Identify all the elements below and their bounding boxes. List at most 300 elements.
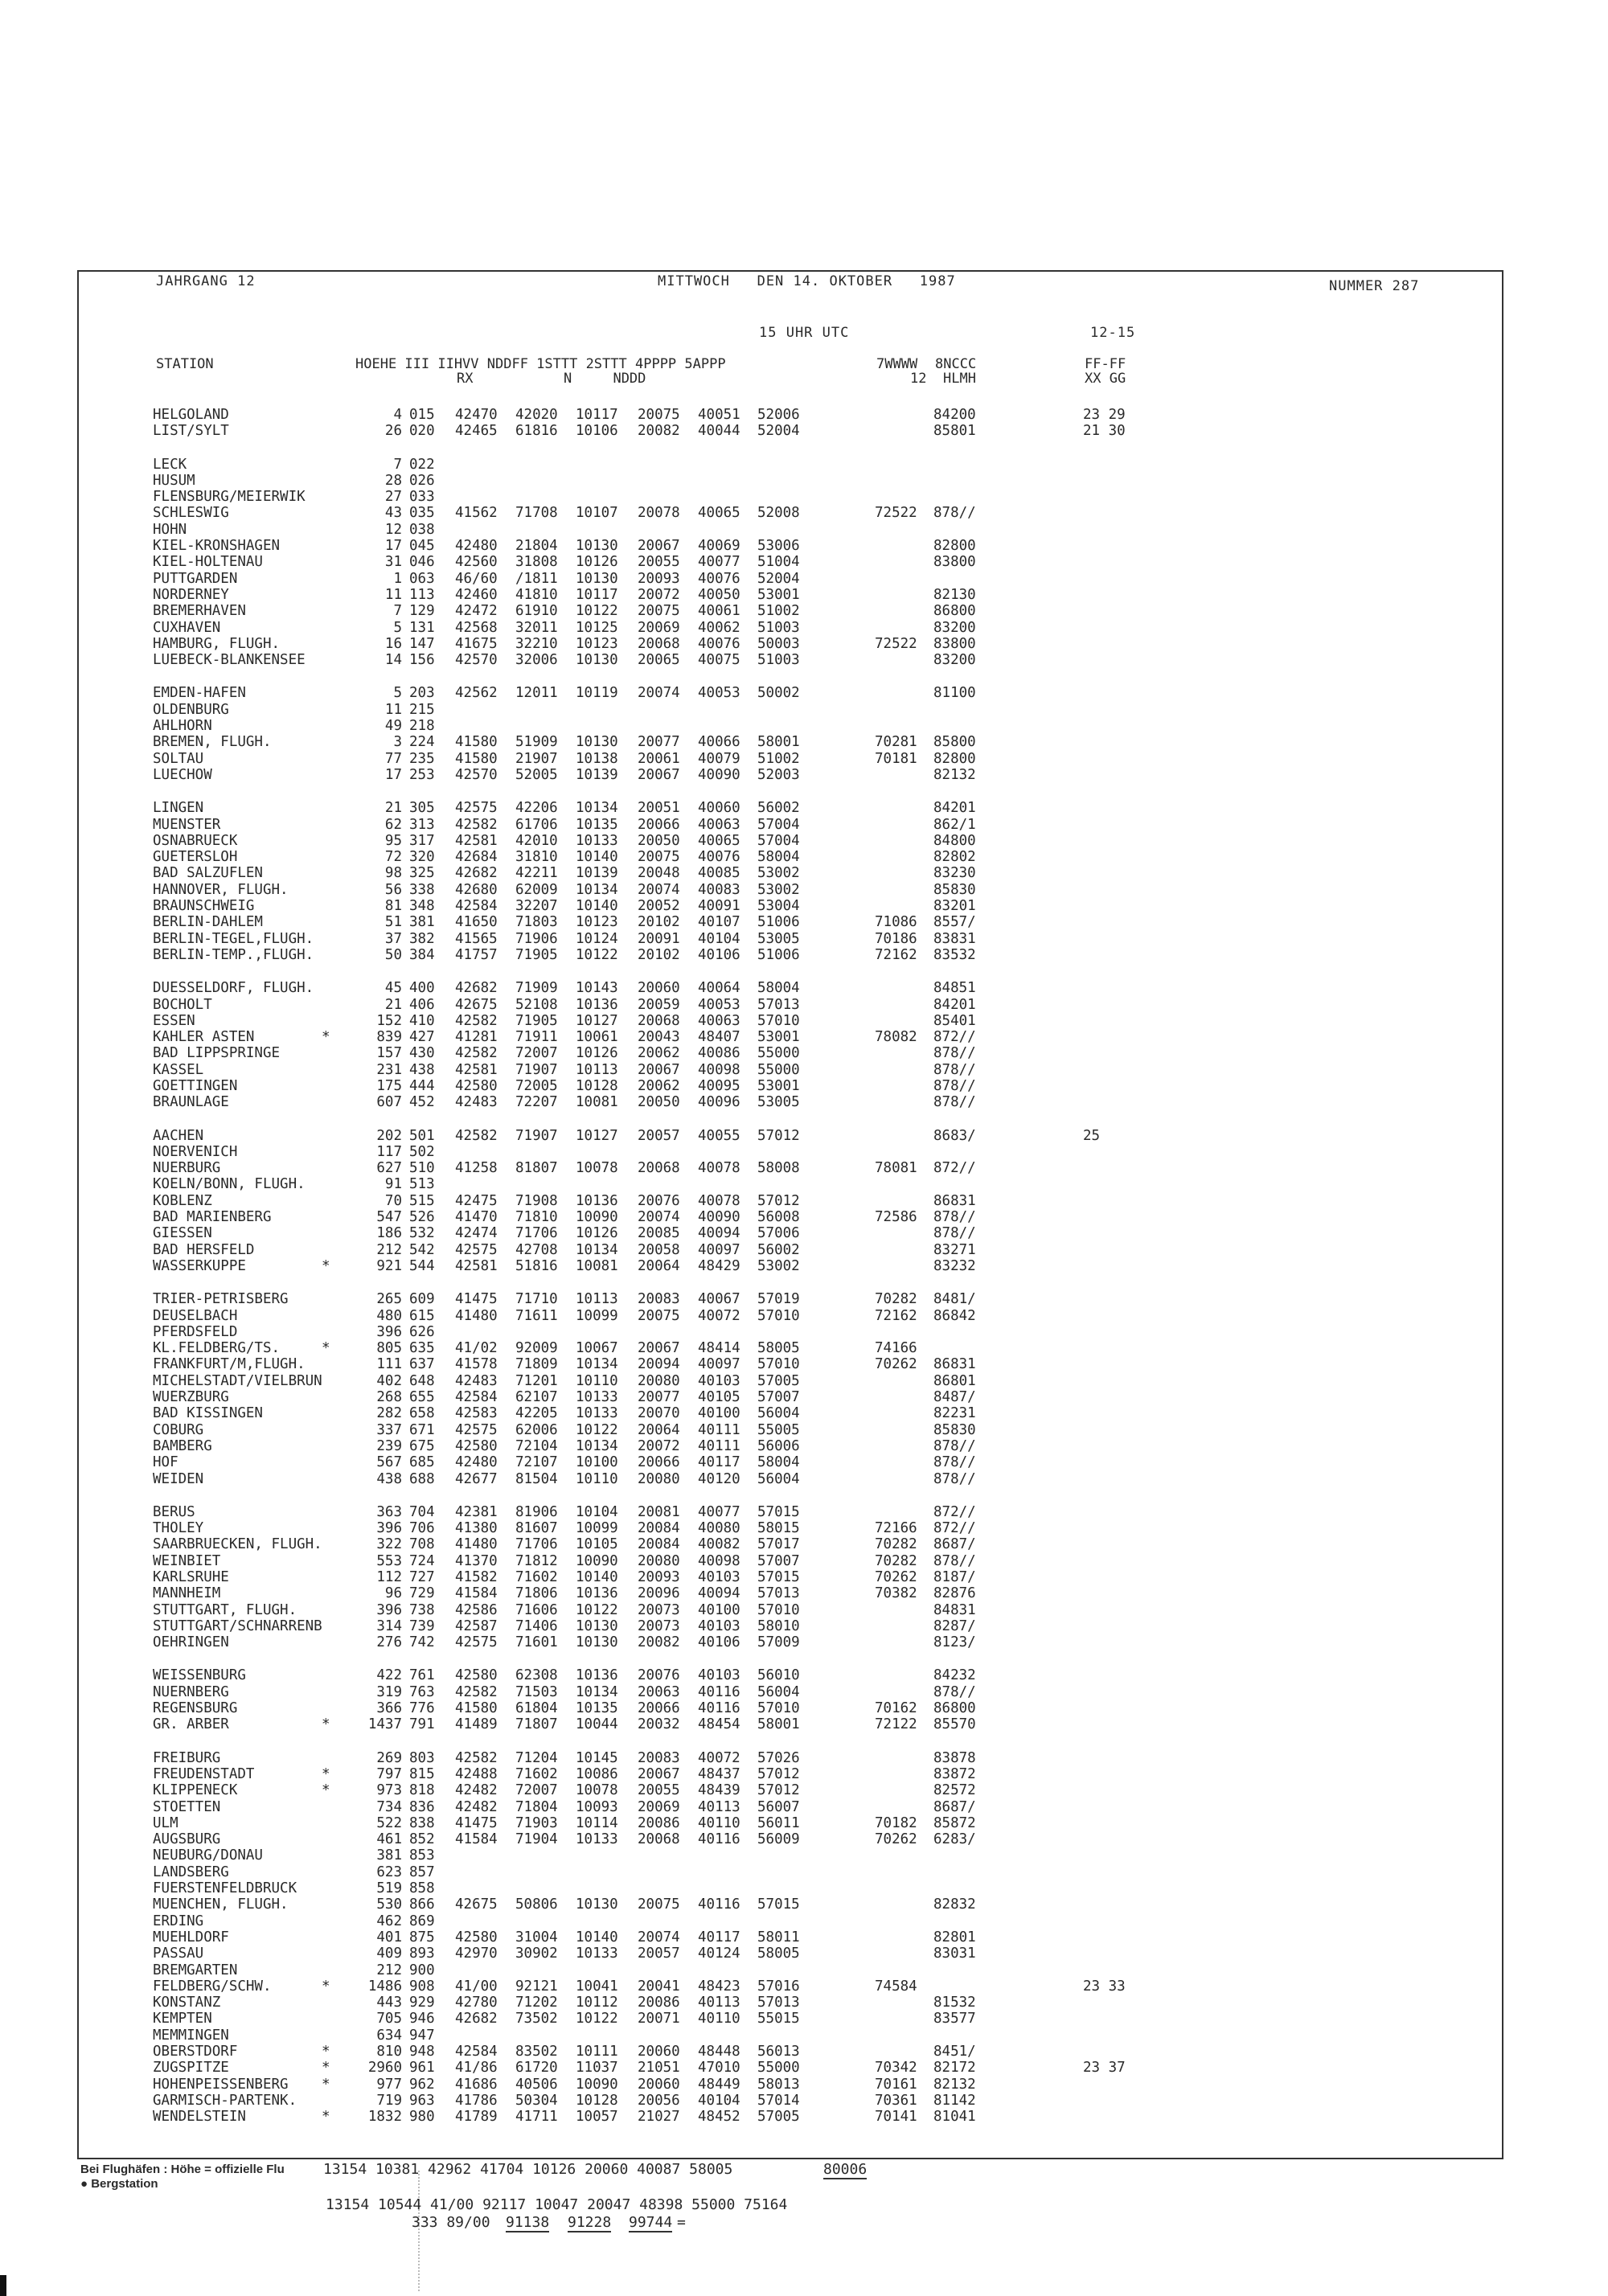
table-row bbox=[0, 1094, 1608, 1110]
group-1sttt: 10126 bbox=[576, 1225, 618, 1242]
station-name: GR. ARBER bbox=[153, 1716, 229, 1733]
column-station: STATION bbox=[156, 356, 214, 372]
group-5appp: 58005 bbox=[757, 1340, 800, 1357]
table-row bbox=[0, 800, 1608, 816]
group-5appp: 57012 bbox=[757, 1782, 800, 1799]
group-1sttt: 10119 bbox=[576, 685, 618, 702]
extra-code-line-3a: 333 89/00 bbox=[412, 2214, 490, 2231]
group-5appp: 56004 bbox=[757, 1683, 800, 1700]
group-2sttt: 20081 bbox=[638, 1503, 680, 1520]
group-5appp: 51002 bbox=[757, 750, 800, 767]
group-1sttt: 10133 bbox=[576, 832, 618, 849]
station-name: SCHLESWIG bbox=[153, 505, 229, 522]
group-4pppp: 40111 bbox=[698, 1437, 740, 1454]
group-nddff: 71905 bbox=[515, 946, 558, 963]
station-name: CUXHAVEN bbox=[153, 619, 221, 636]
group-nddff: 71706 bbox=[515, 1225, 558, 1242]
table-row bbox=[0, 1045, 1608, 1061]
group-5appp: 53006 bbox=[757, 538, 800, 555]
table-row bbox=[0, 538, 1608, 554]
table-row bbox=[0, 1013, 1608, 1029]
station-index: 635 bbox=[409, 1340, 435, 1357]
group-8nccc: 85401 bbox=[933, 1012, 976, 1029]
group-2sttt: 20075 bbox=[638, 1896, 680, 1913]
station-name: DEUSELBACH bbox=[153, 1307, 238, 1324]
group-iihvv: 42475 bbox=[455, 1192, 498, 1209]
group-nddff: 32011 bbox=[515, 619, 558, 636]
station-index: 427 bbox=[409, 1029, 435, 1046]
station-index: 738 bbox=[409, 1601, 435, 1618]
group-4pppp: 40077 bbox=[698, 554, 740, 571]
station-height: 51 bbox=[384, 914, 402, 931]
group-8nccc: 86800 bbox=[933, 603, 976, 620]
group-2sttt: 20066 bbox=[638, 1700, 680, 1717]
group-nddff: 32210 bbox=[515, 635, 558, 652]
station-height: 12 bbox=[384, 521, 402, 538]
group-8nccc: 85872 bbox=[933, 1814, 976, 1831]
table-row bbox=[0, 767, 1608, 783]
table-row bbox=[0, 1864, 1608, 1880]
group-iihvv: 42583 bbox=[455, 1405, 498, 1422]
group-iihvv: 41475 bbox=[455, 1814, 498, 1831]
group-8nccc: 85800 bbox=[933, 734, 976, 751]
group-4pppp: 40085 bbox=[698, 865, 740, 882]
table-row bbox=[0, 1062, 1608, 1078]
group-1sttt: 10113 bbox=[576, 1061, 618, 1078]
station-index: 113 bbox=[409, 586, 435, 603]
station-name: FREIBURG bbox=[153, 1749, 221, 1766]
table-row bbox=[0, 997, 1608, 1013]
group-8nccc: 86831 bbox=[933, 1356, 976, 1373]
group-iihvv: 42582 bbox=[455, 1749, 498, 1766]
table-row bbox=[0, 1995, 1608, 2011]
station-height: 5 bbox=[393, 619, 402, 636]
table-row bbox=[0, 1225, 1608, 1241]
station-height: 265 bbox=[376, 1291, 402, 1308]
group-2sttt: 20067 bbox=[638, 1340, 680, 1357]
station-index: 325 bbox=[409, 865, 435, 882]
group-5appp: 57010 bbox=[757, 1601, 800, 1618]
station-index: 791 bbox=[409, 1716, 435, 1733]
group-7wwww: 70342 bbox=[875, 2060, 917, 2077]
station-index: 838 bbox=[409, 1814, 435, 1831]
extra-code-line-2: 13154 10544 41/00 92117 10047 20047 48398 55000 75164 bbox=[326, 2196, 788, 2213]
station-name: HOF bbox=[153, 1454, 178, 1471]
group-4pppp: 40067 bbox=[698, 1291, 740, 1308]
group-4pppp: 40051 bbox=[698, 407, 740, 423]
group-nddff: 62006 bbox=[515, 1421, 558, 1438]
group-5appp: 56013 bbox=[757, 2044, 800, 2060]
group-1sttt: 10081 bbox=[576, 1257, 618, 1274]
station-index: 685 bbox=[409, 1454, 435, 1471]
table-row bbox=[0, 522, 1608, 538]
group-1sttt: 10122 bbox=[576, 1421, 618, 1438]
group-8nccc: 878// bbox=[933, 1045, 976, 1062]
group-2sttt: 20072 bbox=[638, 586, 680, 603]
station-height: 7 bbox=[393, 456, 402, 473]
table-row bbox=[0, 865, 1608, 881]
group-5appp: 56009 bbox=[757, 1831, 800, 1848]
group-nddff: 50304 bbox=[515, 2092, 558, 2109]
station-index: 708 bbox=[409, 1536, 435, 1553]
group-7wwww: 70282 bbox=[875, 1552, 917, 1569]
station-index: 046 bbox=[409, 554, 435, 571]
station-height: 28 bbox=[384, 472, 402, 489]
group-2sttt: 20080 bbox=[638, 1372, 680, 1389]
column-7wwww-sub: 12 bbox=[910, 371, 927, 387]
group-5appp: 56004 bbox=[757, 1405, 800, 1422]
group-4pppp: 40086 bbox=[698, 1045, 740, 1062]
station-height: 269 bbox=[376, 1749, 402, 1766]
group-1sttt: 10134 bbox=[576, 881, 618, 898]
station-index: 815 bbox=[409, 1765, 435, 1782]
group-iihvv: 41/00 bbox=[455, 1978, 498, 1995]
station-block bbox=[0, 407, 1608, 440]
group-8nccc: 82132 bbox=[933, 766, 976, 783]
group-iihvv: 41650 bbox=[455, 914, 498, 931]
station-name: HELGOLAND bbox=[153, 407, 229, 423]
group-8nccc: 8451/ bbox=[933, 2044, 976, 2060]
station-index: 658 bbox=[409, 1405, 435, 1422]
group-4pppp: 40116 bbox=[698, 1831, 740, 1848]
extra-code-line-3d: 99744 bbox=[629, 2214, 673, 2231]
station-index: 857 bbox=[409, 1863, 435, 1880]
station-height: 921 bbox=[376, 1257, 402, 1274]
group-8nccc: 83878 bbox=[933, 1749, 976, 1766]
group-1sttt: 10086 bbox=[576, 1765, 618, 1782]
station-block bbox=[0, 1128, 1608, 1275]
group-nddff: 12011 bbox=[515, 685, 558, 702]
station-height: 70 bbox=[384, 1192, 402, 1209]
station-name: KONSTANZ bbox=[153, 1995, 221, 2011]
group-1sttt: 10127 bbox=[576, 1127, 618, 1144]
group-8nccc: 83031 bbox=[933, 1945, 976, 1962]
station-name: MUENSTER bbox=[153, 816, 221, 833]
group-1sttt: 10124 bbox=[576, 930, 618, 947]
bergstation-marker: * bbox=[322, 2060, 330, 2077]
group-5appp: 53002 bbox=[757, 881, 800, 898]
group-nddff: 42211 bbox=[515, 865, 558, 882]
group-nddff: 71204 bbox=[515, 1749, 558, 1766]
station-index: 729 bbox=[409, 1585, 435, 1602]
group-4pppp: 40060 bbox=[698, 800, 740, 817]
group-1sttt: 10133 bbox=[576, 1405, 618, 1422]
station-index: 853 bbox=[409, 1847, 435, 1864]
table-row bbox=[0, 1962, 1608, 1978]
station-name: EMDEN-HAFEN bbox=[153, 685, 246, 702]
group-1sttt: 10123 bbox=[576, 635, 618, 652]
table-row bbox=[0, 1373, 1608, 1389]
group-4pppp: 40100 bbox=[698, 1405, 740, 1422]
group-iihvv: 42682 bbox=[455, 865, 498, 882]
group-8nccc: 82800 bbox=[933, 750, 976, 767]
table-row bbox=[0, 1782, 1608, 1798]
station-name: BERLIN-DAHLEM bbox=[153, 914, 263, 931]
station-name: HANNOVER, FLUGH. bbox=[153, 881, 289, 898]
group-5appp: 56002 bbox=[757, 800, 800, 817]
group-ff: 23 37 bbox=[1083, 2060, 1126, 2077]
station-index: 348 bbox=[409, 898, 435, 915]
group-1sttt: 10136 bbox=[576, 1667, 618, 1684]
station-name: BAD MARIENBERG bbox=[153, 1209, 272, 1226]
station-index: 929 bbox=[409, 1995, 435, 2011]
group-2sttt: 20067 bbox=[638, 766, 680, 783]
group-nddff: 52005 bbox=[515, 766, 558, 783]
table-row bbox=[0, 1258, 1608, 1274]
group-2sttt: 20057 bbox=[638, 1945, 680, 1962]
station-index: 026 bbox=[409, 472, 435, 489]
station-index: 406 bbox=[409, 996, 435, 1013]
group-5appp: 57015 bbox=[757, 1896, 800, 1913]
station-name: KL.FELDBERG/TS. bbox=[153, 1340, 281, 1357]
group-nddff: 72007 bbox=[515, 1782, 558, 1799]
group-5appp: 53001 bbox=[757, 1029, 800, 1046]
group-5appp: 57012 bbox=[757, 1127, 800, 1144]
group-iihvv: 42570 bbox=[455, 766, 498, 783]
station-height: 95 bbox=[384, 832, 402, 849]
group-1sttt: 10078 bbox=[576, 1160, 618, 1177]
group-1sttt: 10105 bbox=[576, 1536, 618, 1553]
table-row bbox=[0, 1324, 1608, 1340]
table-row bbox=[0, 1389, 1608, 1405]
group-4pppp: 40072 bbox=[698, 1307, 740, 1324]
group-2sttt: 20074 bbox=[638, 685, 680, 702]
group-8nccc: 81100 bbox=[933, 685, 976, 702]
group-8nccc: 872// bbox=[933, 1520, 976, 1537]
station-index: 609 bbox=[409, 1291, 435, 1308]
group-7wwww: 72586 bbox=[875, 1209, 917, 1226]
column-8nccc-sub: HLMH bbox=[943, 371, 976, 387]
column-codes: HOEHE III IIHVV NDDFF 1STTT 2STTT 4PPPP 5APPP bbox=[355, 356, 726, 372]
group-5appp: 58004 bbox=[757, 849, 800, 866]
table-row bbox=[0, 2109, 1608, 2125]
group-8nccc: 83271 bbox=[933, 1241, 976, 1258]
group-nddff: 31810 bbox=[515, 849, 558, 866]
group-1sttt: 10133 bbox=[576, 1831, 618, 1848]
group-iihvv: 42682 bbox=[455, 2011, 498, 2027]
station-index: 253 bbox=[409, 766, 435, 783]
station-name: REGENSBURG bbox=[153, 1700, 238, 1717]
station-index: 224 bbox=[409, 734, 435, 751]
table-row bbox=[0, 1193, 1608, 1209]
group-iihvv: 42780 bbox=[455, 1995, 498, 2011]
group-5appp: 57014 bbox=[757, 2092, 800, 2109]
group-7wwww: 70382 bbox=[875, 1585, 917, 1602]
group-7wwww: 71086 bbox=[875, 914, 917, 931]
group-nddff: 71809 bbox=[515, 1356, 558, 1373]
group-8nccc: 86800 bbox=[933, 1700, 976, 1717]
station-height: 530 bbox=[376, 1896, 402, 1913]
group-1sttt: 10090 bbox=[576, 1209, 618, 1226]
station-index: 858 bbox=[409, 1880, 435, 1897]
group-5appp: 56002 bbox=[757, 1241, 800, 1258]
group-iihvv: 42483 bbox=[455, 1372, 498, 1389]
station-height: 239 bbox=[376, 1437, 402, 1454]
time-range: 12-15 bbox=[1090, 325, 1136, 341]
group-5appp: 53005 bbox=[757, 1094, 800, 1111]
group-4pppp: 48437 bbox=[698, 1765, 740, 1782]
bergstation-marker: * bbox=[322, 1716, 330, 1733]
group-4pppp: 40083 bbox=[698, 881, 740, 898]
station-name: BAMBERG bbox=[153, 1437, 212, 1454]
group-4pppp: 48407 bbox=[698, 1029, 740, 1046]
station-height: 7 bbox=[393, 603, 402, 620]
group-4pppp: 48423 bbox=[698, 1978, 740, 1995]
group-iihvv: 42483 bbox=[455, 1094, 498, 1111]
group-1sttt: 10044 bbox=[576, 1716, 618, 1733]
group-7wwww: 70262 bbox=[875, 1569, 917, 1585]
group-4pppp: 47010 bbox=[698, 2060, 740, 2077]
station-name: MEMMINGEN bbox=[153, 2027, 229, 2044]
table-row bbox=[0, 1766, 1608, 1782]
station-height: 396 bbox=[376, 1520, 402, 1537]
group-1sttt: 10100 bbox=[576, 1454, 618, 1471]
group-2sttt: 20078 bbox=[638, 505, 680, 522]
table-row bbox=[0, 489, 1608, 505]
table-row bbox=[0, 1029, 1608, 1045]
group-2sttt: 20066 bbox=[638, 816, 680, 833]
group-iihvv: 42680 bbox=[455, 881, 498, 898]
station-height: 5 bbox=[393, 685, 402, 702]
station-index: 045 bbox=[409, 538, 435, 555]
group-iihvv: 42970 bbox=[455, 1945, 498, 1962]
group-5appp: 57010 bbox=[757, 1356, 800, 1373]
group-nddff: 42206 bbox=[515, 800, 558, 817]
table-row bbox=[0, 1553, 1608, 1569]
group-8nccc: 878// bbox=[933, 1077, 976, 1094]
group-1sttt: 10139 bbox=[576, 865, 618, 882]
station-height: 805 bbox=[376, 1340, 402, 1357]
group-nddff: 71202 bbox=[515, 1995, 558, 2011]
group-nddff: 72005 bbox=[515, 1077, 558, 1094]
group-8nccc: 83230 bbox=[933, 865, 976, 882]
station-height: 117 bbox=[376, 1143, 402, 1160]
group-1sttt: 10135 bbox=[576, 816, 618, 833]
group-5appp: 50002 bbox=[757, 685, 800, 702]
station-height: 11 bbox=[384, 586, 402, 603]
station-index: 156 bbox=[409, 652, 435, 669]
table-row bbox=[0, 1750, 1608, 1766]
station-name: KEMPTEN bbox=[153, 2011, 212, 2027]
station-height: 547 bbox=[376, 1209, 402, 1226]
station-index: 502 bbox=[409, 1143, 435, 1160]
group-nddff: 31004 bbox=[515, 1929, 558, 1945]
group-iihvv: 42575 bbox=[455, 1241, 498, 1258]
station-height: 719 bbox=[376, 2092, 402, 2109]
group-nddff: 51909 bbox=[515, 734, 558, 751]
station-name: GOETTINGEN bbox=[153, 1077, 238, 1094]
group-8nccc: 878// bbox=[933, 1437, 976, 1454]
group-1sttt: 10128 bbox=[576, 2092, 618, 2109]
table-row bbox=[0, 1716, 1608, 1732]
group-1sttt: 10126 bbox=[576, 554, 618, 571]
group-iihvv: 42474 bbox=[455, 1225, 498, 1242]
station-index: 022 bbox=[409, 456, 435, 473]
station-index: 510 bbox=[409, 1160, 435, 1177]
station-name: KOELN/BONN, FLUGH. bbox=[153, 1176, 306, 1193]
group-1sttt: 10134 bbox=[576, 1437, 618, 1454]
station-index: 675 bbox=[409, 1437, 435, 1454]
group-4pppp: 40091 bbox=[698, 898, 740, 915]
group-7wwww: 72122 bbox=[875, 1716, 917, 1733]
station-height: 17 bbox=[384, 766, 402, 783]
group-5appp: 52004 bbox=[757, 570, 800, 587]
group-iihvv: 41565 bbox=[455, 930, 498, 947]
group-nddff: 21907 bbox=[515, 750, 558, 767]
station-index: 818 bbox=[409, 1782, 435, 1799]
table-row bbox=[0, 1536, 1608, 1552]
station-name: BRAUNSCHWEIG bbox=[153, 898, 255, 915]
station-height: 402 bbox=[376, 1372, 402, 1389]
group-nddff: 72107 bbox=[515, 1454, 558, 1471]
group-iihvv: 41380 bbox=[455, 1520, 498, 1537]
station-index: 961 bbox=[409, 2060, 435, 2077]
group-8nccc: 85801 bbox=[933, 423, 976, 440]
group-2sttt: 20055 bbox=[638, 554, 680, 571]
group-5appp: 51003 bbox=[757, 652, 800, 669]
group-5appp: 53001 bbox=[757, 586, 800, 603]
station-height: 1437 bbox=[367, 1716, 402, 1733]
group-nddff: 71904 bbox=[515, 1831, 558, 1848]
station-index: 410 bbox=[409, 1012, 435, 1029]
group-5appp: 55000 bbox=[757, 1061, 800, 1078]
group-4pppp: 40098 bbox=[698, 1552, 740, 1569]
table-row bbox=[0, 2060, 1608, 2076]
station-height: 443 bbox=[376, 1995, 402, 2011]
group-7wwww: 70282 bbox=[875, 1536, 917, 1553]
table-row bbox=[0, 718, 1608, 734]
station-name: FLENSBURG/MEIERWIK bbox=[153, 489, 306, 506]
group-1sttt: 10112 bbox=[576, 1995, 618, 2011]
scan-edge-mark bbox=[0, 2275, 6, 2296]
station-index: 704 bbox=[409, 1503, 435, 1520]
group-nddff: 71602 bbox=[515, 1569, 558, 1585]
group-4pppp: 40090 bbox=[698, 1209, 740, 1226]
table-row bbox=[0, 1438, 1608, 1454]
station-height: 98 bbox=[384, 865, 402, 882]
table-row bbox=[0, 1144, 1608, 1160]
group-5appp: 57019 bbox=[757, 1291, 800, 1308]
group-5appp: 51003 bbox=[757, 619, 800, 636]
group-iihvv: 42568 bbox=[455, 619, 498, 636]
table-row bbox=[0, 898, 1608, 914]
group-8nccc: 82572 bbox=[933, 1782, 976, 1799]
station-height: 111 bbox=[376, 1356, 402, 1373]
group-2sttt: 20065 bbox=[638, 652, 680, 669]
group-1sttt: 10078 bbox=[576, 1782, 618, 1799]
bergstation-marker: * bbox=[322, 2044, 330, 2060]
group-4pppp: 40063 bbox=[698, 816, 740, 833]
group-iihvv: 42580 bbox=[455, 1929, 498, 1945]
table-row bbox=[0, 1896, 1608, 1913]
group-2sttt: 20093 bbox=[638, 1569, 680, 1585]
group-2sttt: 20067 bbox=[638, 1765, 680, 1782]
station-name: FREUDENSTADT bbox=[153, 1765, 255, 1782]
station-index: 761 bbox=[409, 1667, 435, 1684]
group-4pppp: 48439 bbox=[698, 1782, 740, 1799]
group-iihvv: 41584 bbox=[455, 1831, 498, 1848]
group-nddff: 31808 bbox=[515, 554, 558, 571]
group-nddff: 71905 bbox=[515, 1012, 558, 1029]
group-8nccc: 82802 bbox=[933, 849, 976, 866]
group-5appp: 57005 bbox=[757, 2109, 800, 2126]
table-row bbox=[0, 914, 1608, 930]
bergstation-marker: * bbox=[322, 1029, 330, 1046]
station-height: 268 bbox=[376, 1389, 402, 1406]
station-height: 11 bbox=[384, 701, 402, 718]
table-row bbox=[0, 554, 1608, 570]
group-1sttt: 10130 bbox=[576, 1634, 618, 1651]
